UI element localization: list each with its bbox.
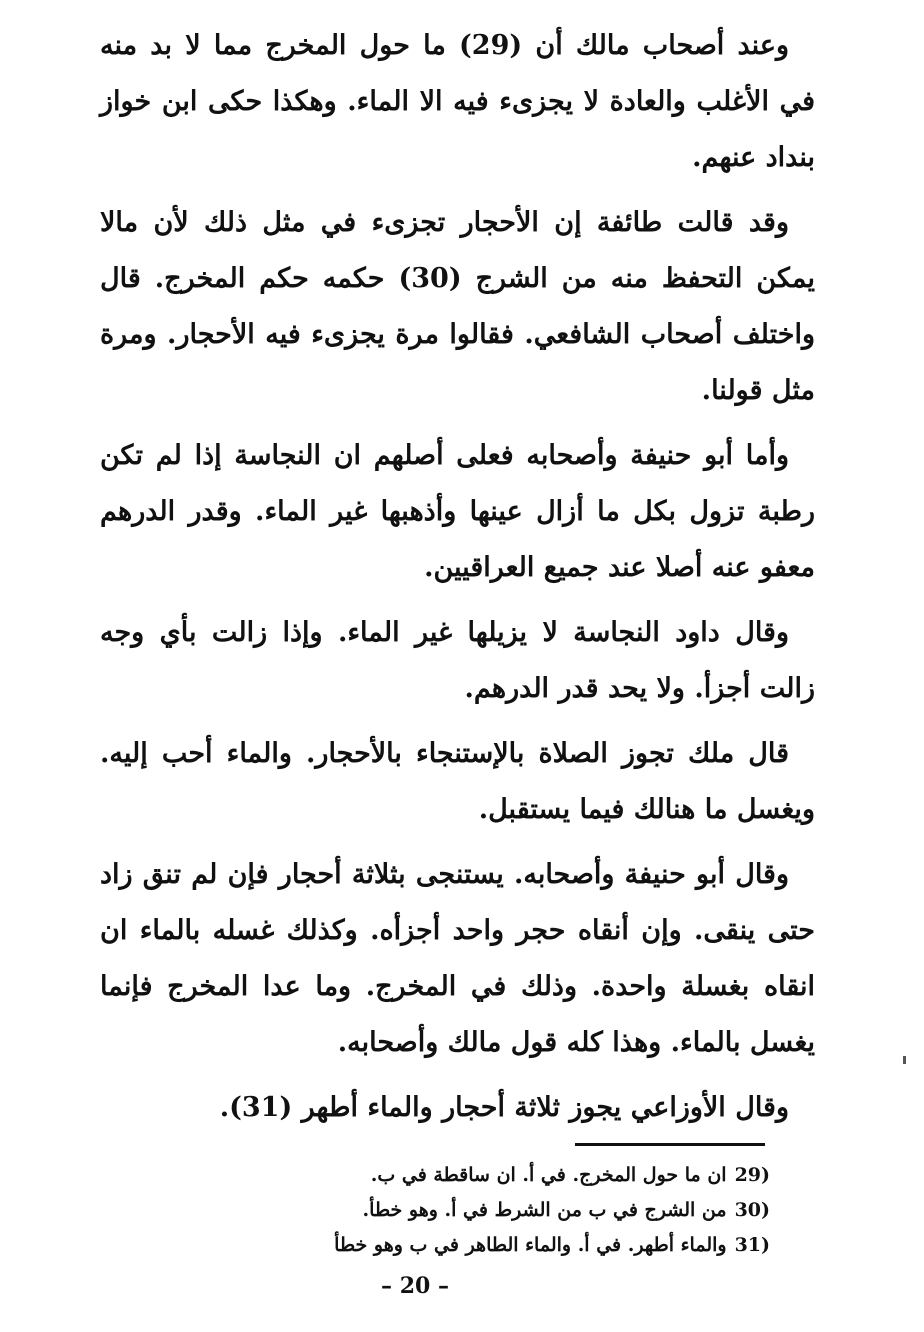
- footnote-29: [300, 1158, 770, 1193]
- footnote-text: ان ما حول المخرج. في أ. ان ساقطة في ب.: [370, 1164, 727, 1186]
- footnotes: [300, 1158, 770, 1263]
- paragraph-3: وأما أبو حنيفة وأصحابه فعلى أصلهم ان النجاسة إذا لم تكن رطبة تزول بكل ما أزال عينها وأذهبها غير الماء. وقدر الدرهم معفو عنه أصلا عند جميع العراقيين.: [100, 440, 815, 583]
- footnote-number: 30): [734, 1199, 770, 1221]
- footnote-number: 29): [734, 1164, 770, 1186]
- footnote-separator: [575, 1143, 765, 1146]
- paragraph-1: وعند أصحاب مالك أن (29) ما حول المخرج مما لا بد منه في الأغلب والعادة لا يجزىء فيه الا الماء. وهكذا حكى ابن خواز بنداد عنهم.: [100, 30, 815, 173]
- paragraph-7: وقال الأوزاعي يجوز ثلاثة أحجار والماء أطهر (31).: [219, 1092, 789, 1123]
- paragraph-5: قال ملك تجوز الصلاة بالإستنجاء بالأحجار. والماء أحب إليه. ويغسل ما هنالك فيما يستقبل.: [100, 738, 815, 825]
- paragraph-6: وقال أبو حنيفة وأصحابه. يستنجى بثلاثة أحجار فإن لم تنق زاد حتى ينقى. وإن أنقاه حجر واحد أجزأه. وكذلك غسله بالماء ان انقاه بغسلة واحدة. وذلك في المخرج. وما عدا المخرج فإنما يغسل بالماء. وهذا كله قول مالك وأصحابه.: [100, 859, 815, 1058]
- footnote-number: 31): [734, 1234, 770, 1256]
- footnote-30: [300, 1193, 770, 1228]
- main-text: [100, 18, 815, 1145]
- footnote-31: [300, 1228, 770, 1263]
- paragraph-4: وقال داود النجاسة لا يزيلها غير الماء. وإذا زالت بأي وجه زالت أجزأ. ولا يحد قدر الدرهم.: [100, 617, 815, 704]
- scan-speck: [903, 1056, 906, 1064]
- footnote-text: والماء أطهر. في أ. والماء الطاهر في ب وهو خطأ: [334, 1234, 727, 1256]
- footnote-text: من الشرج في ب من الشرط في أ. وهو خطأ.: [362, 1199, 727, 1221]
- paragraph-2: وقد قالت طائفة إن الأحجار تجزىء في مثل ذلك لأن مالا يمكن التحفظ منه من الشرج (30) حكمه حكم المخرج. قال واختلف أصحاب الشافعي. فقالوا مرة يجزىء فيه الأحجار. ومرة مثل قولنا.: [100, 207, 815, 406]
- page-number: – 20 –: [381, 1273, 449, 1299]
